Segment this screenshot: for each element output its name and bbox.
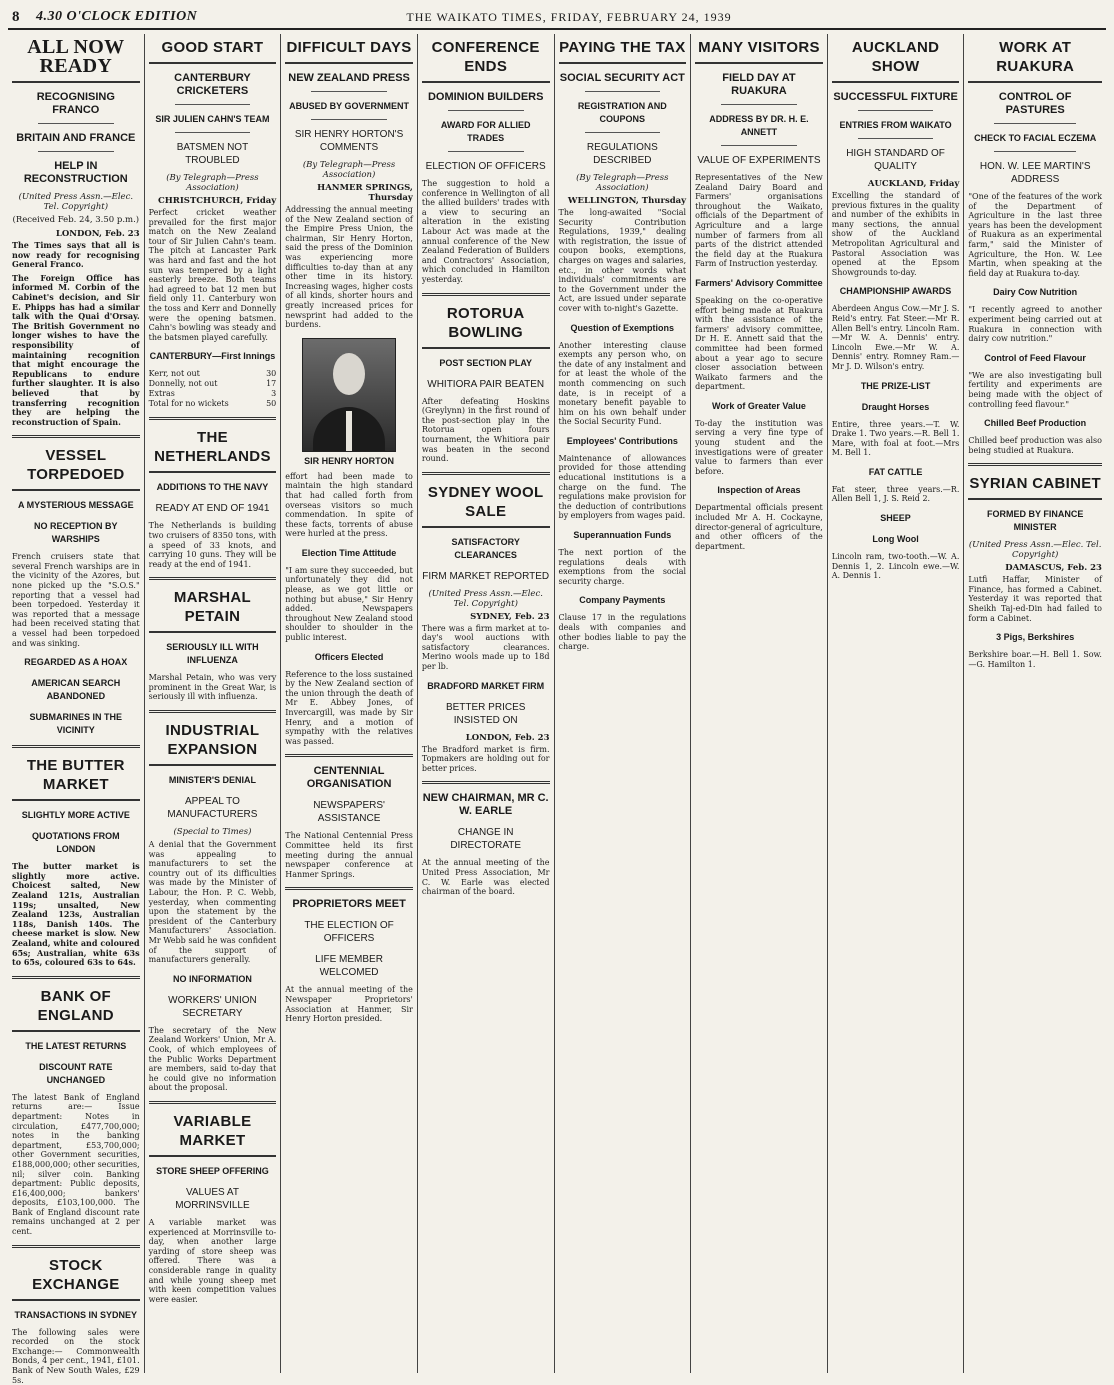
subheading: Company Payments <box>579 595 666 606</box>
article-body: The secretary of the New Zealand Workers' Union, Mr A. Cook, of which employees of the Public Works Department are members, said to-day that he could give no information about the proposal. <box>148 1025 277 1093</box>
subheading: NO INFORMATION <box>173 973 252 984</box>
subheading: THE ELECTION OF OFFICERS <box>304 920 394 945</box>
subheading: Farmers' Advisory Committee <box>695 277 823 288</box>
subheading: Employees' Contributions <box>566 435 678 446</box>
subheading: ELECTION OF OFFICERS <box>425 161 546 172</box>
article-body: Addressing the annual meeting of the New Zealand section of the Empire Press Union, the chairman, Sir Henry Horton, said the press of the Dominion was experiencing more difficulties to-day than at any other time in its history. Increasing wages, higher costs of all kinds, shorter hours and greatly increased prices for newsprint had added to the burdens. <box>285 205 413 330</box>
subheading: Question of Exemptions <box>570 322 675 333</box>
article-body: The suggestion to hold a conference in Wellington of all the allied builders' trades with a view to securing an alteration in the existing Labour Act was made at the annual conference of the New Zealand Federation of Builders and Contractors' Association, which concluded in Hamilton yesterday. <box>421 179 550 284</box>
headline: GOOD START <box>149 34 277 64</box>
column-paying-the-tax <box>555 34 692 1373</box>
subheading: THE PRIZE-LIST <box>860 380 931 391</box>
headline: THE BUTTER MARKET <box>12 752 140 801</box>
dateline: WELLINGTON, Thursday <box>567 196 687 206</box>
subheading: SUCCESSFUL FIXTURE <box>833 91 958 103</box>
subheading: Work of Greater Value <box>712 400 806 411</box>
subheading: SIR JULIEN CAHN'S TEAM <box>155 114 270 124</box>
subheading: Control of Feed Flavour <box>984 352 1086 363</box>
credit-line: (By Telegraph—Press Association) <box>302 160 396 180</box>
subheading: BATSMEN NOT TROUBLED <box>176 142 249 166</box>
subheading: HELP IN RECONSTRUCTION <box>23 160 128 185</box>
dateline: LONDON, Feb. 23 <box>465 732 550 743</box>
scorecard-row: Total for no wickets 50 <box>148 399 277 409</box>
subheading: NEW ZEALAND PRESS <box>288 72 410 84</box>
column-auckland-show <box>828 34 965 1373</box>
subheading: Chilled Beef Production <box>984 418 1087 429</box>
article-body: The next portion of the regulations deals with exemptions from the social security charge. <box>558 548 687 586</box>
subheading: Inspection of Areas <box>717 485 801 496</box>
scorecard-row: Extras 3 <box>148 389 277 399</box>
article-body: To-day the institution was serving a very fine type of young student and the investigations were of greater value to farmers than ever before. <box>695 418 823 476</box>
headline: WORK AT RUAKURA <box>968 34 1102 83</box>
subheading: 3 Pigs, Berkshires <box>996 632 1075 643</box>
subheading: DISCOUNT RATE UNCHANGED <box>39 1061 113 1085</box>
headline: VESSEL TORPEDOED <box>12 442 140 491</box>
portrait-photo <box>302 338 396 452</box>
headline: ROTORUA BOWLING <box>422 300 550 349</box>
subheading: REGARDED AS A HOAX <box>24 657 128 668</box>
article-body: "We are also investigating bull fertility and experiments are being made with the object of controlling feed flavour." <box>968 370 1102 409</box>
subheading: SIR HENRY HORTON'S COMMENTS <box>294 129 404 153</box>
subheading: WORKERS' UNION SECRETARY <box>168 994 257 1019</box>
article-body: Another interesting clause exempts any person who, on the date of any instalment and for at least the whole of the month commencing on such date, is in receipt of a monetary benefit payable to him on his own behalf under the Social Security Fund. <box>558 340 687 427</box>
article-body: "I recently agreed to another experiment being carried out at Ruakura in connection with dairy cow nutrition." <box>968 305 1102 344</box>
subheading: SUBMARINES IN THE VICINITY <box>29 712 123 736</box>
subheading: BETTER PRICES INSISTED ON <box>445 701 526 726</box>
article-body: "I am sure they succeeded, but unfortunately they did not please, as we got little or nothing but abuse," Sir Henry added. Newspapers throughout New Zealand stood shoulder to shoulder in the public interest. <box>285 565 413 643</box>
subheading: QUOTATIONS FROM LONDON <box>31 831 120 855</box>
article-body: French cruisers state that several French warships are in the vicinity of the Azores, but none picked up the "S.O.S." reporting that a vessel had been torpedoed. Yesterday it was reported that a message had been received stating that a vessel had been torpedoed and was sinking. <box>12 552 140 648</box>
credit-line: (By Telegraph—Press Association) <box>166 173 259 193</box>
subheading: TRANSACTIONS IN SYDNEY <box>14 1309 138 1320</box>
subheading: Officers Elected <box>314 651 384 662</box>
subheading: NEWSPAPERS' ASSISTANCE <box>313 800 385 825</box>
subheading: ADDRESS BY DR. H. E. ANNETT <box>709 114 809 137</box>
subheading: SERIOUSLY ILL WITH INFLUENZA <box>166 642 259 666</box>
headline: BANK OF ENGLAND <box>12 983 140 1032</box>
headline: VARIABLE MARKET <box>149 1108 277 1157</box>
subheading: BRITAIN AND FRANCE <box>16 132 136 144</box>
subheading: FORMED BY FINANCE MINISTER <box>987 509 1084 533</box>
article-body: The latest Bank of England returns are:— Issue department: Notes in circulation, £477,700,000; notes in the banking department, £53,700,000; other Government securities, £188,000,000; other securities, nil; silver coin. Banking department: Public deposits, £16,400,000; bankers' deposits, £103,100,000. The Bank of England discount rate remains unchanged at 2 per cent. <box>12 1092 140 1237</box>
columns <box>8 34 1106 1385</box>
article-body: Excelling the standard of previous fixtures in the quality and number of the exhibits in many sections, the annual show of the Auckland Metropolitan Agricultural and Pastoral Association was opened at the Epsom Showgrounds to-day. <box>831 191 960 277</box>
article-body: The long-awaited "Social Security Contribution Regulations, 1939," dealing with registration, the issue of coupon books, exemptions, charges on wages and salaries, etc., in other words what individuals' commitments are to the Government under the Act, are issued under separate cover with to-night's Gazette. <box>558 208 687 313</box>
subheading: FIELD DAY AT RUAKURA <box>722 72 796 97</box>
headline: INDUSTRIAL EXPANSION <box>149 717 277 766</box>
subheading: Draught Horses <box>861 401 930 412</box>
article-body: Lincoln ram, two-tooth.—W. A. Dennis 1, 2. Lincoln ewe.—W. A. Dennis 1. <box>831 552 960 581</box>
subheading: Dairy Cow Nutrition <box>993 287 1078 298</box>
subheading: AWARD FOR ALLIED TRADES <box>440 120 531 143</box>
article-body: Speaking on the co-operative effort being made at Ruakura with the assistance of the farmers' advisory committee, Dr H. E. Annett said that the committee had been formed about a year ago to secure closer association between Waikato farmers and the department. <box>695 295 823 392</box>
dateline: AUCKLAND, Friday <box>867 179 960 189</box>
headline: STOCK EXCHANGE <box>12 1252 140 1301</box>
article-body: The butter market is slightly more active. Choicest salted, New Zealand 121s, Australian 119s; unsalted, New Zealand 123s, Australian 118s, Danish 140s. The cheese market is slow. New Zealand, white and coloured 65s; Australian, white 63s to 65s, coloured 63s to 64s. <box>12 861 140 968</box>
headline: DIFFICULT DAYS <box>285 34 413 64</box>
headline: THE NETHERLANDS <box>149 424 277 473</box>
subheading: REGULATIONS DESCRIBED <box>586 142 658 166</box>
dateline: DAMASCUS, Feb. 23 <box>1005 563 1102 574</box>
dateline: SYDNEY, Feb. 23 <box>470 611 550 622</box>
subheading: RECOGNISING FRANCO <box>36 91 115 116</box>
headline: SYDNEY WOOL SALE <box>422 479 550 528</box>
subheading: FIRM MARKET REPORTED <box>422 570 550 582</box>
subheading: MINISTER'S DENIAL <box>168 775 257 786</box>
subheading: BRADFORD MARKET FIRM <box>427 680 545 691</box>
article-body: The following sales were recorded on the stock Exchange:— Commonwealth Bonds, 4 per cent., 1941, £101. Bank of New South Wales, £29 5s. <box>12 1327 140 1385</box>
article-body: Berkshire boar.—H. Bell 1. Sow.—G. Hamilton 1. <box>968 650 1102 669</box>
subheading: THE LATEST RETURNS <box>25 1040 127 1051</box>
credit-line: (United Press Assn.—Elec. Tel. Copyright) <box>428 588 543 609</box>
article-body: Departmental officials present included Mr A. H. Cockayne, director-general of agriculture, and other officers of the department. <box>695 503 823 551</box>
article-body: A denial that the Government was appealing to manufacturers to set the country out of its difficulties was made by the Minister of Labour, the Hon. P. C. Webb, yesterday, when commenting upon the statement by the president of the Canterbury Manufacturers' Association. Mr Webb said he was confident of the support of manufacturers generally. <box>148 840 277 965</box>
credit-line: (By Telegraph—Press Association) <box>576 173 669 193</box>
subheading: HON. W. LEE MARTIN'S ADDRESS <box>979 161 1091 185</box>
subheading: AMERICAN SEARCH ABANDONED <box>31 678 121 702</box>
subheading: VALUE OF EXPERIMENTS <box>697 155 821 166</box>
article-body: effort had been made to maintain the high standard that had called forth from overseas visitors so much commendation. In spite of these facts, torrents of abuse were hurled at the press. <box>285 471 413 539</box>
column-many-visitors <box>691 34 828 1373</box>
article-body: After defeating Hoskins (Greylynn) in the first round of the post-section play in the Rotorua open fours tournament, the Whitiora pair was beaten in the second round. <box>421 396 550 464</box>
subheading: WHITIORA PAIR BEATEN <box>427 378 545 390</box>
scorecard-row: Kerr, not out 30 <box>148 369 277 379</box>
subheading: CHANGE IN DIRECTORATE <box>450 827 522 852</box>
subheading: SOCIAL SECURITY ACT <box>559 72 685 84</box>
subheading: NO RECEPTION BY WARSHIPS <box>34 521 118 545</box>
subheading: LIFE MEMBER WELCOMED <box>315 954 383 979</box>
received-line: (Received Feb. 24, 3.50 p.m.) <box>12 215 140 225</box>
subheading: CENTENNIAL ORGANISATION <box>306 765 392 791</box>
subheading: HIGH STANDARD OF QUALITY <box>846 148 945 172</box>
article-body: Lutfi Haffar, Minister of Finance, has formed a Cabinet. Yesterday it was reported that Sheikh Taj-ed-Din had failed to form a Cabinet. <box>968 575 1102 623</box>
subheading: DOMINION BUILDERS <box>427 91 544 103</box>
article-body: Reference to the loss sustained by the New Zealand section of the union through the death of Mr E. Abbey Jones, of Invercargill, was made by Sir Henry, and a motion of sympathy with the relatives was passed. <box>285 669 413 746</box>
subheading: NEW CHAIRMAN, MR C. W. EARLE <box>422 792 549 818</box>
photo-caption: SIR HENRY HORTON <box>304 455 394 466</box>
article-lead: The Times says that all is now ready for recognising General Franco. <box>12 240 140 270</box>
subheading: Superannuation Funds <box>573 530 672 541</box>
headline: PAYING THE TAX <box>559 34 687 64</box>
column-difficult-days <box>281 34 418 1373</box>
subheading: CHAMPIONSHIP AWARDS <box>839 286 952 297</box>
subheading: READY AT END OF 1941 <box>155 503 270 515</box>
article-body: Entire, three years.—T. W. Drake 1. Two years.—R. Bell 1. Mare, with foal at foot.—Mrs M. Bell 1. <box>831 419 960 458</box>
subheading: ENTRIES FROM WAIKATO <box>839 120 952 130</box>
article-body: Maintenance of allowances provided for those attending educational institutions is a charge on the fund. The regulations make provision for the deduction of contributions by employers from wages paid. <box>558 453 687 521</box>
subheading: SATISFACTORY CLEARANCES <box>451 536 520 560</box>
headline: MARSHAL PETAIN <box>149 584 277 633</box>
subheading: ABUSED BY GOVERNMENT <box>289 101 409 111</box>
headline: MANY VISITORS <box>695 34 823 64</box>
subheading: SHEEP <box>880 513 911 524</box>
subheading: FAT CATTLE <box>868 466 923 477</box>
scorecard-title: CANTERBURY—First Innings <box>149 351 276 362</box>
headline: AUCKLAND SHOW <box>832 34 960 83</box>
credit-line: (Special to Times) <box>173 827 252 838</box>
headline: SYRIAN CABINET <box>968 470 1102 500</box>
subheading: CONTROL OF PASTURES <box>998 91 1072 116</box>
scorecard <box>149 369 277 409</box>
subheading: APPEAL TO MANUFACTURERS <box>167 796 258 821</box>
article-body: Fat steer, three years.—R. Allen Bell 1, J. S. Reid 2. <box>831 484 960 504</box>
article-body: Marshal Petain, who was very prominent in the Great War, is seriously ill with influenza. <box>148 673 277 702</box>
article-body: Chilled beef production was also being studied at Ruakura. <box>968 436 1102 455</box>
article-body: At the annual meeting of the United Press Association, Mr C. W. Earle was elected chairman of the board. <box>421 858 550 897</box>
column-all-now-ready <box>8 34 145 1385</box>
dateline: LONDON, Feb. 23 <box>55 229 140 239</box>
article-body: "One of the features of the work of the Department of Agriculture in the last three years has been the development of Ruakura as an experimental farm," said the Minister of Agriculture, the Hon. W. Lee Martin, when speaking at the field day at Ruakura to-day. <box>968 192 1102 278</box>
article-body: The Bradford market is firm. Topmakers are holding out for better prices. <box>421 744 550 773</box>
column-good-start <box>145 34 282 1373</box>
subheading: A MYSTERIOUS MESSAGE <box>17 500 134 511</box>
credit-line: (United Press Assn.—Elec. Tel. Copyright) <box>18 192 134 212</box>
scorecard-row: Donnelly, not out 17 <box>148 379 277 389</box>
dateline: CHRISTCHURCH, Friday <box>157 196 277 206</box>
page-number: 8 <box>12 8 20 25</box>
subheading: ADDITIONS TO THE NAVY <box>156 482 269 493</box>
subheading: VALUES AT MORRINSVILLE <box>175 1186 250 1211</box>
headline: CONFERENCE ENDS <box>422 34 550 83</box>
article-body: Representatives of the New Zealand Dairy Board and Farmers' organisations throughout the Waikato, officials of the Department of Agriculture and a large number of farmers from all parts of the district attended the field day at the Ruakura Farm of Instruction yesterday. <box>695 173 823 269</box>
article-body: Perfect cricket weather prevailed for the first major match on the New Zealand tour of Sir Julien Cahn's team. The pitch at Lancaster Park was hard and fast and the hot sun was tempered by a light easterly breeze. Both teams had agreed to bat 12 men but field only 11. Canterbury won the toss and Kerr and Donnelly were the opening batsmen. Cahn's bowling was steady and the batsmen played carefully. <box>148 208 277 342</box>
column-work-at-ruakura <box>964 34 1106 1373</box>
article-body: There was a firm market at to-day's wool auctions with satisfactory clearances. Merino wools made up to 18d per lb. <box>421 623 550 672</box>
subheading: PROPRIETORS MEET <box>292 898 406 911</box>
subheading: REGISTRATION AND COUPONS <box>577 101 667 124</box>
column-conference-ends <box>418 34 555 1373</box>
edition-label: 4.30 O'CLOCK EDITION <box>36 9 198 24</box>
headline: ALL NOW READY <box>12 34 140 83</box>
article-body: The National Centennial Press Committee held its first meeting during the annual newspaper conference at Hanmer Springs. <box>285 831 413 879</box>
article-body: Clause 17 in the regulations deals with companies and other bodies liable to pay the charge. <box>558 613 687 652</box>
article-body: The Netherlands is building two cruisers of 8350 tons, with a speed of 33 knots, and carrying 10 guns. They will be ready at the end of 1941. <box>148 521 277 569</box>
subheading: STORE SHEEP OFFERING <box>156 1165 269 1176</box>
article-body: A variable market was experienced at Morrinsville to-day, when another large yarding of store sheep was offered. There was a considerable range in quality and while young sheep met with keen competition values were easier. <box>148 1217 277 1304</box>
subheading: Long Wool <box>872 534 919 545</box>
article-body: The Foreign Office has informed M. Corbin of the Cabinet's decision, and Sir E. Phipps has had a similar talk with the Quai d'Orsay. The British Government no longer wishes to have the responsibility of maintaining recognition that might encourage the Republicans to endure further slaughter. It is also believed that by transferring recognition they are helping the reconstruction of Spain. <box>12 272 140 427</box>
subheading: CANTERBURY CRICKETERS <box>174 72 251 97</box>
subheading: CHECK TO FACIAL ECZEMA <box>974 133 1097 143</box>
subheading: Election Time Attitude <box>301 547 397 558</box>
subheading: POST SECTION PLAY <box>439 357 533 368</box>
credit-line: (United Press Assn.—Elec. Tel. Copyright) <box>968 540 1102 561</box>
article-body: Aberdeen Angus Cow.—Mr J. S. Reid's entry. Fat Steer.—Mr R. Allen Bell's entry. Lincoln Ram.—Mr W. A. Dennis' entry. Lincoln Ewe.—Mr W. A. Dennis' entry. Romney Ram.—Mr J. D. Wilson's entry. <box>831 304 960 371</box>
newspaper-title: THE WAIKATO TIMES, FRIDAY, FEBRUARY 24, 1939 <box>406 9 732 24</box>
subheading: SLIGHTLY MORE ACTIVE <box>21 810 130 821</box>
article-body: At the annual meeting of the Newspaper Proprietors' Association at Hanmer, Sir Henry Horton presided. <box>285 985 413 1024</box>
dateline: HANMER SPRINGS, Thursday <box>317 183 413 203</box>
masthead <box>8 6 1106 30</box>
